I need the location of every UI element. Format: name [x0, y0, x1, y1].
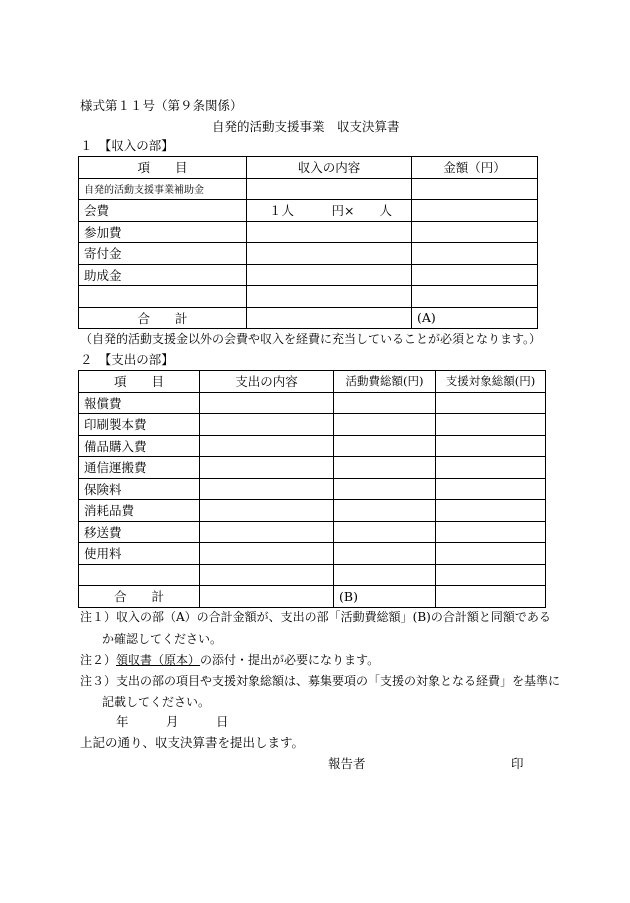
expense-heading: ２ 【支出の部】: [80, 352, 174, 367]
expense-target-cell[interactable]: [436, 392, 546, 414]
income-content-cell[interactable]: １人 円× 人: [247, 200, 412, 222]
income-row: [79, 243, 538, 265]
expense-table: [78, 370, 546, 608]
income-item[interactable]: [79, 286, 247, 308]
expense-row: [79, 414, 546, 436]
income-item: 助成金: [79, 264, 247, 286]
expense-total-cell[interactable]: [334, 521, 436, 543]
expense-target-cell[interactable]: [436, 543, 546, 565]
income-amount-cell[interactable]: [412, 286, 538, 308]
income-total-row: [79, 307, 538, 329]
expense-row: [79, 457, 546, 479]
income-item: 参加費: [79, 221, 247, 243]
expense-row: [79, 435, 546, 457]
expense-total-cell[interactable]: [334, 457, 436, 479]
note-3-line-2: 記載してください。: [102, 695, 211, 709]
income-amount-cell[interactable]: [412, 264, 538, 286]
expense-total-cell[interactable]: [334, 500, 436, 522]
income-content-cell[interactable]: [247, 178, 412, 200]
income-col-amount: 金額（円）: [412, 157, 538, 179]
reporter-label: 報告者: [328, 756, 366, 771]
income-row: [79, 221, 538, 243]
expense-content-cell[interactable]: [200, 521, 334, 543]
income-amount-cell[interactable]: [412, 200, 538, 222]
income-content-cell[interactable]: [247, 221, 412, 243]
expense-content-cell[interactable]: [200, 414, 334, 436]
expense-item: 保険料: [79, 478, 200, 500]
date-line[interactable]: 年 月 日: [116, 714, 229, 729]
expense-total-cell[interactable]: [334, 435, 436, 457]
expense-col-target: 支援対象総額(円): [436, 371, 546, 393]
expense-total-target[interactable]: [436, 586, 546, 608]
expense-target-cell[interactable]: [436, 435, 546, 457]
expense-target-cell[interactable]: [436, 414, 546, 436]
expense-col-total: 活動費総額(円): [334, 371, 436, 393]
income-header-row: [79, 157, 538, 179]
note-1-line-2: か確認してください。: [102, 632, 223, 646]
income-row: [79, 178, 538, 200]
income-amount-cell[interactable]: [412, 221, 538, 243]
expense-total-cell[interactable]: [334, 564, 436, 586]
income-content-cell[interactable]: [247, 286, 412, 308]
income-row: [79, 200, 538, 222]
note-2-underlined: 領収書（原本）: [116, 653, 201, 667]
reporter-name-field[interactable]: [370, 756, 500, 772]
expense-total-cell[interactable]: [334, 414, 436, 436]
expense-item: 備品購入費: [79, 435, 200, 457]
expense-target-cell[interactable]: [436, 564, 546, 586]
expense-total-cell[interactable]: [334, 392, 436, 414]
expense-item: 報償費: [79, 392, 200, 414]
expense-target-cell[interactable]: [436, 478, 546, 500]
expense-content-cell[interactable]: [200, 543, 334, 565]
expense-content-cell[interactable]: [200, 457, 334, 479]
income-amount-cell[interactable]: [412, 178, 538, 200]
note-2: [80, 652, 379, 668]
income-col-item: 項 目: [79, 157, 247, 179]
expense-row: [79, 478, 546, 500]
seal-mark: 印: [511, 756, 524, 771]
income-total-label: 合 計: [79, 307, 247, 329]
income-content-cell[interactable]: [247, 243, 412, 265]
expense-col-item: 項 目: [79, 371, 200, 393]
expense-item: 消耗品費: [79, 500, 200, 522]
expense-col-content: 支出の内容: [200, 371, 334, 393]
income-total-content: [247, 307, 412, 329]
income-total-mark[interactable]: (A): [412, 307, 538, 329]
expense-total-label: 合 計: [79, 586, 200, 608]
expense-item: 印刷製本費: [79, 414, 200, 436]
expense-total-cell[interactable]: [334, 543, 436, 565]
income-content-cell[interactable]: [247, 264, 412, 286]
income-item: 会費: [79, 200, 247, 222]
income-note: （自発的活動支援金以外の会費や収入を経費に充当していることが必須となります。）: [80, 332, 542, 346]
form-number: 様式第１１号（第９条関係）: [80, 98, 243, 113]
income-item: 自発的活動支援事業補助金: [79, 178, 247, 200]
page-title: 自発的活動支援事業 収支決算書: [212, 119, 400, 134]
expense-row: [79, 392, 546, 414]
income-row: [79, 286, 538, 308]
expense-row: [79, 564, 546, 586]
expense-content-cell[interactable]: [200, 564, 334, 586]
income-table: [78, 156, 538, 329]
note-1-line-1: 注１）収入の部（A）の合計金額が、支出の部「活動費総額」(B)の合計額と同額である: [80, 610, 551, 624]
income-col-content: 収入の内容: [247, 157, 412, 179]
expense-total-cell[interactable]: [334, 478, 436, 500]
expense-item: 使用料: [79, 543, 200, 565]
expense-content-cell[interactable]: [200, 500, 334, 522]
expense-content-cell[interactable]: [200, 435, 334, 457]
expense-item: 移送費: [79, 521, 200, 543]
income-row: [79, 264, 538, 286]
expense-row: [79, 543, 546, 565]
expense-total-mark[interactable]: (B): [334, 586, 436, 608]
expense-total-content: [200, 586, 334, 608]
submission-text: 上記の通り、収支決算書を提出します。: [80, 735, 305, 750]
expense-total-row: [79, 586, 546, 608]
expense-item: 通信運搬費: [79, 457, 200, 479]
expense-header-row: [79, 371, 546, 393]
income-heading: １ 【収入の部】: [80, 138, 174, 153]
expense-item[interactable]: [79, 564, 200, 586]
expense-row: [79, 521, 546, 543]
income-amount-cell[interactable]: [412, 243, 538, 265]
expense-content-cell[interactable]: [200, 392, 334, 414]
note-2-suffix: の添付・提出が必要になります。: [200, 653, 380, 667]
note-2-prefix: 注２）: [80, 653, 117, 667]
note-3-line-1: 注３）支出の部の項目や支援対象総額は、募集要項の「支援の対象となる経費」を基準に: [80, 674, 561, 688]
expense-target-cell[interactable]: [436, 500, 546, 522]
expense-target-cell[interactable]: [436, 521, 546, 543]
expense-target-cell[interactable]: [436, 457, 546, 479]
expense-row: [79, 500, 546, 522]
income-item: 寄付金: [79, 243, 247, 265]
expense-content-cell[interactable]: [200, 478, 334, 500]
